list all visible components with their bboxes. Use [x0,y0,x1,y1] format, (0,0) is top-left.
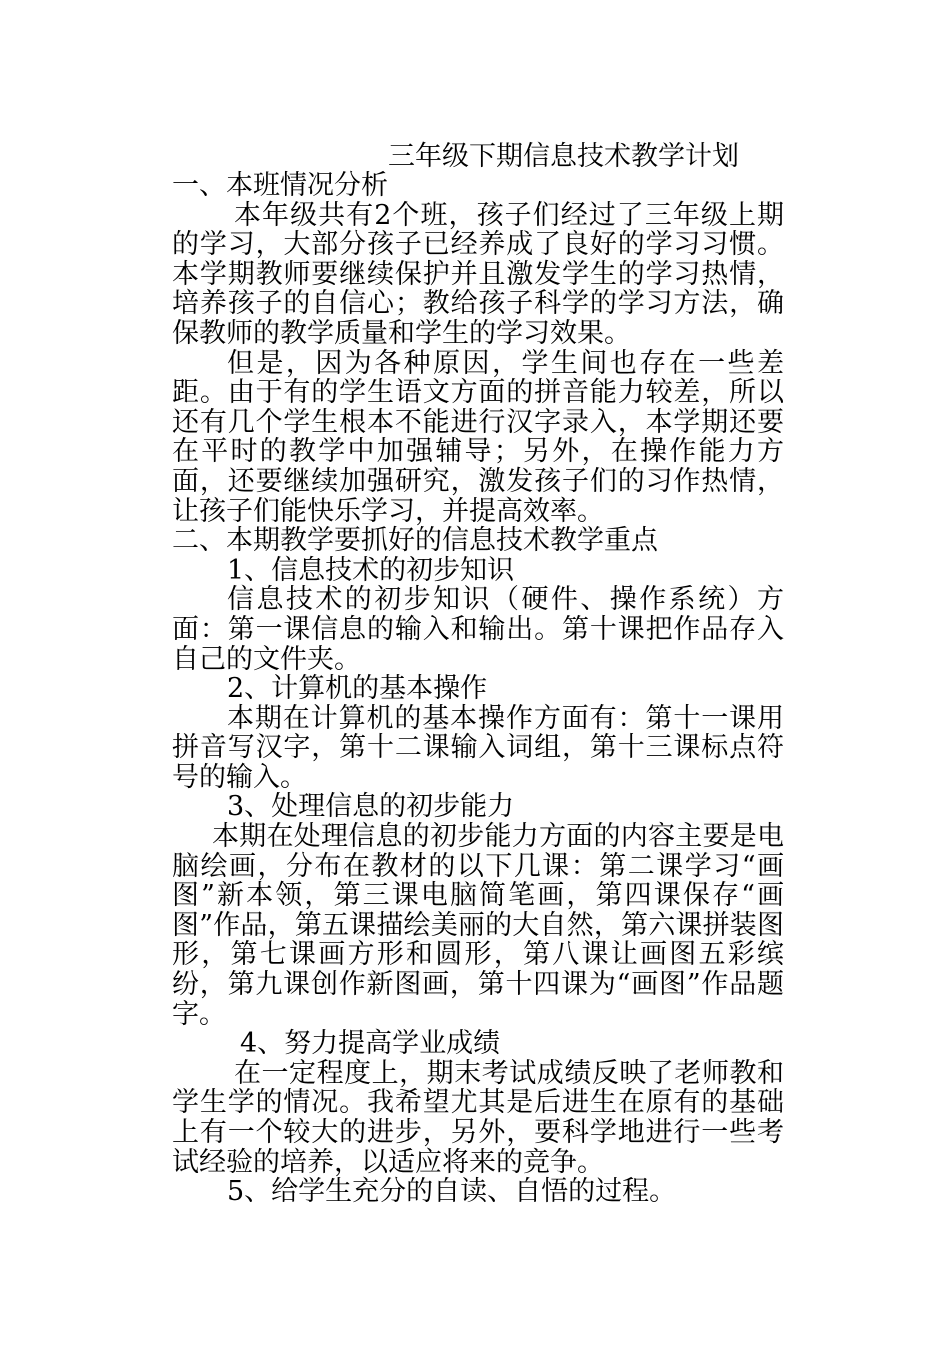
item4-title: 4、努力提高学业成绩 [240,1028,501,1060]
section2-heading: 二、本期教学要抓好的信息技术教学重点 [172,525,658,557]
item2-text: 本期在计算机的基本操作方面有：第十一课用拼音写汉字，第十二课输入词组，第十三课标点符号的输入。 [172,702,784,793]
section1-paragraph-2: 但是，因为各种原因，学生间也存在一些差距。由于有的学生语文方面的拼音能力较差，所以还有几个学生根本不能进行汉字录入，本学期还要在平时的教学中加强辅导；另外，在操作能力方面，还要继续加强研究，激发孩子们的习作热情，让孩子们能快乐学习，并提高效率。 [172,347,784,527]
item5-title: 5、给学生充分的自读、自悟的过程。 [227,1176,677,1208]
document-body [172,171,784,1207]
item3-text: 本期在处理信息的初步能力方面的内容主要是电脑绘画，分布在教材的以下几课：第二课学习“画图”新本领，第三课电脑简笔画，第四课保存“画图”作品，第五课描绘美丽的大自然，第六课拼装图形，第七课画方形和圆形，第八课让画图五彩缤纷，第九课创作新图画，第十四课为“画图”作品题字。 [172,821,784,1030]
item3-title: 3、处理信息的初步能力 [227,791,515,823]
item1-title: 1、信息技术的初步知识 [227,554,515,586]
section1-paragraph-1: 本年级共有2个班，孩子们经过了三年级上期的学习，大部分孩子已经养成了良好的学习习惯。本学期教师要继续保护并且激发学生的学习热情，培养孩子的自信心；教给孩子科学的学习方法，确保教师的教学质量和学生的学习效果。 [172,199,784,349]
section1-heading: 一、本班情况分析 [172,170,388,201]
item1-text: 信息技术的初步知识（硬件、操作系统）方面：第一课信息的输入和输出。第十课把作品存入自己的文件夹。 [172,584,784,675]
document-title: 三年级下期信息技术教学计划 [388,141,739,172]
item2-title: 2、计算机的基本操作 [227,673,488,705]
item4-text: 在一定程度上，期末考试成绩反映了老师教和学生学的情况。我希望尤其是后进生在原有的基础上有一个较大的进步，另外，要科学地进行一些考试经验的培养，以适应将来的竞争。 [172,1057,784,1178]
